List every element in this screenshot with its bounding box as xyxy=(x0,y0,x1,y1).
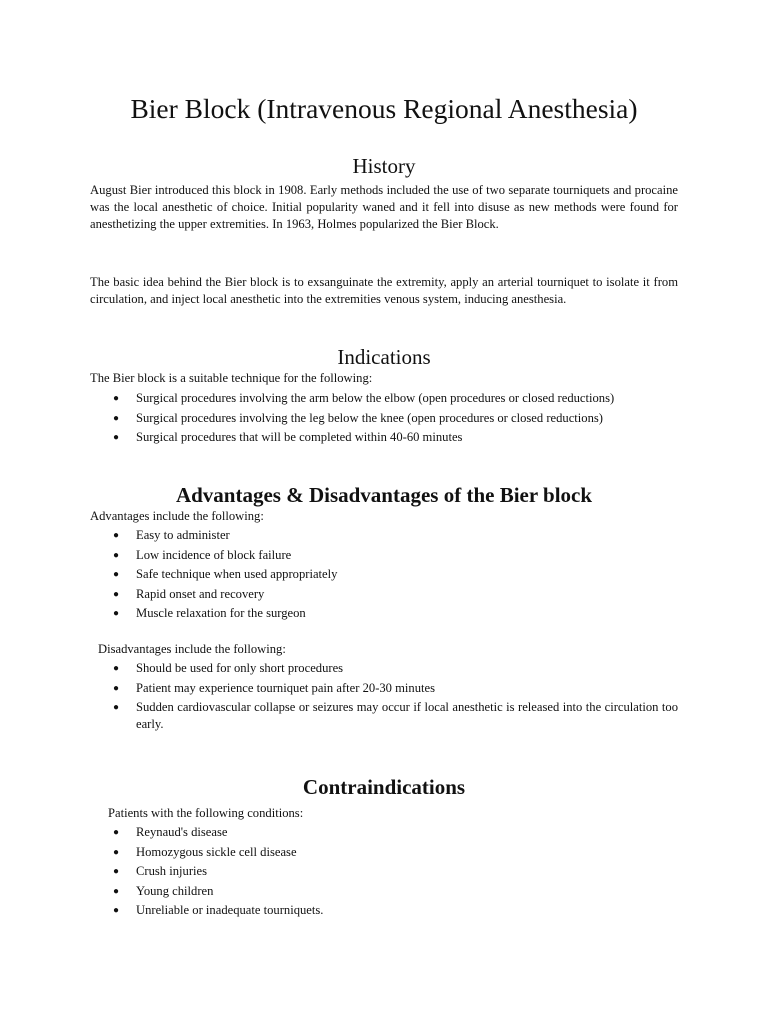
bullet-icon: ● xyxy=(113,608,120,620)
list-item xyxy=(90,883,678,900)
bullet-icon: ● xyxy=(113,827,120,838)
list-item-text: Surgical procedures involving the arm below the elbow (open procedures or closed reductions) xyxy=(136,391,615,405)
list-item xyxy=(90,660,678,677)
bullet-icon: ● xyxy=(113,846,120,858)
advantages-intro: Advantages include the following: xyxy=(90,509,264,523)
page-title: Bier Block (Intravenous Regional Anesthesia) xyxy=(130,93,638,124)
bullet-icon: ● xyxy=(113,682,120,694)
list-item-text: Patient may experience tourniquet pain after 20-30 minutes xyxy=(136,680,436,695)
list-item xyxy=(90,699,678,733)
list-item xyxy=(90,566,678,583)
bullet-icon: ● xyxy=(113,905,120,917)
history-heading: History xyxy=(352,154,416,178)
list-item-text: Low incidence of block failure xyxy=(136,547,292,562)
list-item xyxy=(90,863,678,880)
list-item xyxy=(90,902,678,919)
list-item xyxy=(90,547,678,564)
list-item xyxy=(90,824,678,841)
contraindications-list xyxy=(90,824,678,922)
list-item xyxy=(90,527,678,544)
bullet-icon: ● xyxy=(113,866,120,878)
list-item xyxy=(90,844,678,861)
list-item-text: Rapid onset and recovery xyxy=(136,586,265,601)
bullet-icon: ● xyxy=(113,412,120,424)
list-item-text: Should be used for only short procedures xyxy=(136,661,344,675)
list-item-text: Surgical procedures that will be completed within 40-60 minutes xyxy=(136,430,463,445)
bullet-icon: ● xyxy=(113,393,120,404)
contraindications-heading: Contraindications xyxy=(302,775,466,799)
bullet-icon: ● xyxy=(113,530,120,541)
list-item-text: Unreliable or inadequate tourniquets. xyxy=(136,903,324,918)
indications-intro: The Bier block is a suitable technique for the following: xyxy=(90,371,373,385)
bullet-icon: ● xyxy=(113,663,120,674)
history-paragraph-1: August Bier introduced this block in 1908. Early methods included the use of two separate tourniquets and procaine was the local anesthetic of choice. Initial popularity waned and it fell into disuse as new methods were found for anesthetizing the upper extremities. In 1963, Holmes popularized the Bier Block. xyxy=(90,183,678,231)
list-item xyxy=(90,680,678,697)
list-item-text: Safe technique when used appropriately xyxy=(136,567,338,582)
list-item-text: Sudden cardiovascular collapse or seizures may occur if local anesthetic is released into the circulation too early. xyxy=(136,700,678,732)
list-item-text: Homozygous sickle cell disease xyxy=(136,844,297,859)
list-item-text: Young children xyxy=(136,883,214,898)
contraindications-intro: Patients with the following conditions: xyxy=(108,806,304,820)
bullet-icon: ● xyxy=(113,702,120,714)
bullet-icon: ● xyxy=(113,549,120,561)
indications-heading: Indications xyxy=(337,345,431,369)
list-item xyxy=(90,410,678,427)
list-item-text: Muscle relaxation for the surgeon xyxy=(136,606,306,621)
list-item-text: Crush injuries xyxy=(136,864,208,879)
advantages-list xyxy=(90,527,678,625)
disadvantages-intro: Disadvantages include the following: xyxy=(98,642,286,656)
bullet-icon: ● xyxy=(113,588,120,600)
disadvantages-list xyxy=(90,660,678,736)
indications-list xyxy=(90,390,678,449)
list-item-text: Surgical procedures involving the leg below the knee (open procedures or closed reductions) xyxy=(136,410,603,425)
list-item xyxy=(90,390,678,407)
list-item-text: Easy to administer xyxy=(136,528,230,542)
list-item-text: Reynaud's disease xyxy=(136,825,228,839)
advantages-disadvantages-heading: Advantages & Disadvantages of the Bier block xyxy=(175,483,593,507)
history-paragraph-2: The basic idea behind the Bier block is to exsanguinate the extremity, apply an arterial tourniquet to isolate it from circulation, and inject local anesthetic into the extremities venous system, inducing anesthesia. xyxy=(90,275,678,306)
bullet-icon: ● xyxy=(113,569,120,581)
list-item xyxy=(90,605,678,622)
bullet-icon: ● xyxy=(113,432,120,444)
list-item xyxy=(90,586,678,603)
bullet-icon: ● xyxy=(113,885,120,897)
list-item xyxy=(90,429,678,446)
